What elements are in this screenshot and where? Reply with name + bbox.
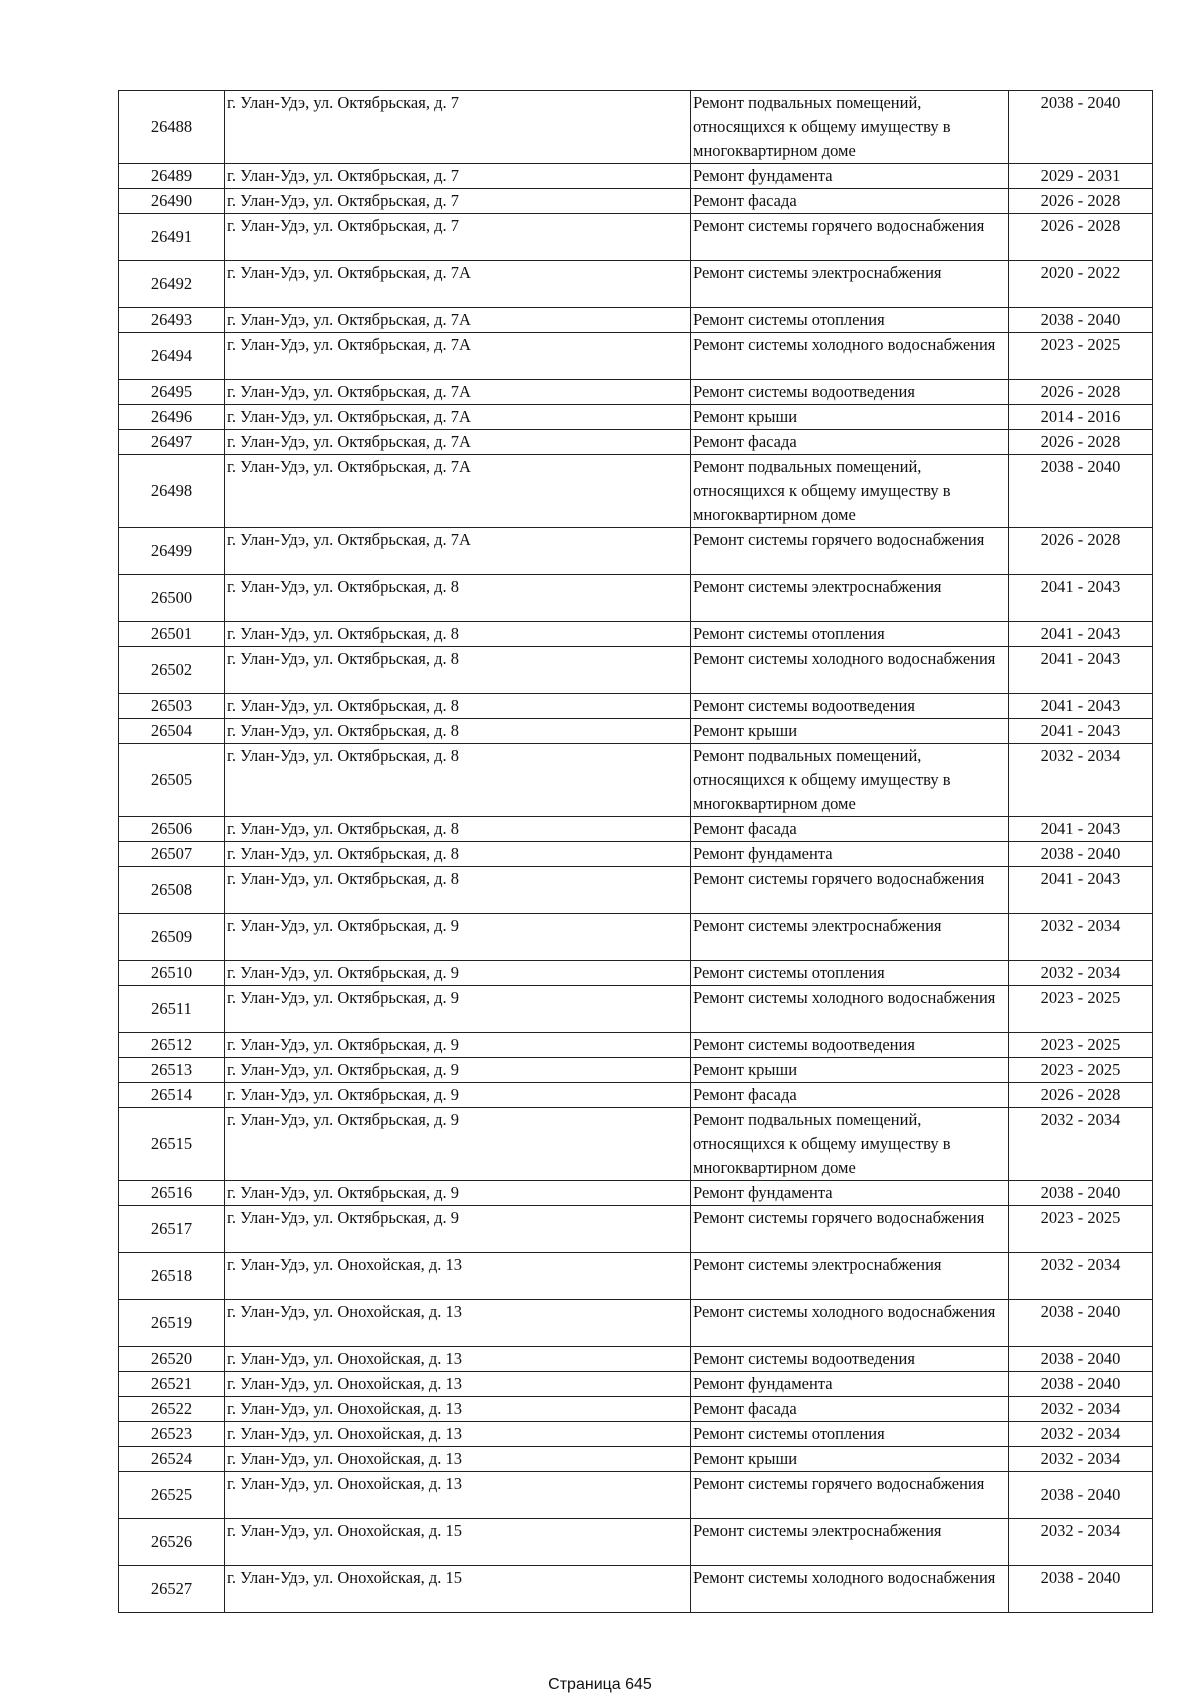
years-cell: 2038 - 2040 bbox=[1009, 1472, 1153, 1519]
row-number: 26506 bbox=[119, 817, 225, 842]
address-cell: г. Улан-Удэ, ул. Октябрьская, д. 7 bbox=[225, 164, 691, 189]
address-cell: г. Улан-Удэ, ул. Октябрьская, д. 7А bbox=[225, 430, 691, 455]
row-number: 26524 bbox=[119, 1447, 225, 1472]
address-cell: г. Улан-Удэ, ул. Октябрьская, д. 7А bbox=[225, 405, 691, 430]
address-cell: г. Улан-Удэ, ул. Октябрьская, д. 9 bbox=[225, 1108, 691, 1181]
address-cell: г. Улан-Удэ, ул. Октябрьская, д. 8 bbox=[225, 744, 691, 817]
years-cell: 2026 - 2028 bbox=[1009, 528, 1153, 575]
row-number: 26523 bbox=[119, 1422, 225, 1447]
work-type-cell: Ремонт системы отопления bbox=[691, 1422, 1009, 1447]
row-number: 26494 bbox=[119, 333, 225, 380]
years-cell: 2032 - 2034 bbox=[1009, 744, 1153, 817]
address-cell: г. Улан-Удэ, ул. Октябрьская, д. 7 bbox=[225, 214, 691, 261]
table-row bbox=[119, 333, 1153, 380]
years-cell: 2026 - 2028 bbox=[1009, 1083, 1153, 1108]
years-cell: 2038 - 2040 bbox=[1009, 1300, 1153, 1347]
row-number: 26511 bbox=[119, 986, 225, 1033]
work-type-cell: Ремонт системы холодного водоснабжения bbox=[691, 1566, 1009, 1613]
row-number: 26488 bbox=[119, 91, 225, 164]
row-number: 26512 bbox=[119, 1033, 225, 1058]
table-row bbox=[119, 744, 1153, 817]
years-cell: 2023 - 2025 bbox=[1009, 1058, 1153, 1083]
table-row bbox=[119, 1206, 1153, 1253]
years-cell: 2041 - 2043 bbox=[1009, 647, 1153, 694]
work-type-cell: Ремонт системы водоотведения bbox=[691, 694, 1009, 719]
address-cell: г. Улан-Удэ, ул. Октябрьская, д. 8 bbox=[225, 575, 691, 622]
years-cell: 2041 - 2043 bbox=[1009, 694, 1153, 719]
work-type-cell: Ремонт системы водоотведения bbox=[691, 1347, 1009, 1372]
work-type-cell: Ремонт системы горячего водоснабжения bbox=[691, 214, 1009, 261]
row-number: 26509 bbox=[119, 914, 225, 961]
address-cell: г. Улан-Удэ, ул. Онохойская, д. 15 bbox=[225, 1519, 691, 1566]
work-type-cell: Ремонт системы отопления bbox=[691, 308, 1009, 333]
work-type-cell: Ремонт системы электроснабжения bbox=[691, 575, 1009, 622]
years-cell: 2038 - 2040 bbox=[1009, 1347, 1153, 1372]
table-row bbox=[119, 575, 1153, 622]
years-cell: 2032 - 2034 bbox=[1009, 1519, 1153, 1566]
years-cell: 2032 - 2034 bbox=[1009, 1422, 1153, 1447]
work-type-cell: Ремонт крыши bbox=[691, 1058, 1009, 1083]
row-number: 26514 bbox=[119, 1083, 225, 1108]
work-type-cell: Ремонт системы холодного водоснабжения bbox=[691, 647, 1009, 694]
table-row bbox=[119, 867, 1153, 914]
table-body bbox=[119, 91, 1153, 1613]
row-number: 26490 bbox=[119, 189, 225, 214]
row-number: 26513 bbox=[119, 1058, 225, 1083]
work-type-cell: Ремонт подвальных помещений, относящихся к общему имуществу в многоквартирном доме bbox=[691, 744, 1009, 817]
years-cell: 2032 - 2034 bbox=[1009, 914, 1153, 961]
work-type-cell: Ремонт системы водоотведения bbox=[691, 380, 1009, 405]
address-cell: г. Улан-Удэ, ул. Октябрьская, д. 8 bbox=[225, 647, 691, 694]
table-row bbox=[119, 961, 1153, 986]
table-row bbox=[119, 719, 1153, 744]
address-cell: г. Улан-Удэ, ул. Онохойская, д. 13 bbox=[225, 1300, 691, 1347]
years-cell: 2032 - 2034 bbox=[1009, 1397, 1153, 1422]
address-cell: г. Улан-Удэ, ул. Октябрьская, д. 9 bbox=[225, 1033, 691, 1058]
row-number: 26496 bbox=[119, 405, 225, 430]
address-cell: г. Улан-Удэ, ул. Октябрьская, д. 9 bbox=[225, 1058, 691, 1083]
table-row bbox=[119, 430, 1153, 455]
row-number: 26504 bbox=[119, 719, 225, 744]
address-cell: г. Улан-Удэ, ул. Октябрьская, д. 9 bbox=[225, 1181, 691, 1206]
row-number: 26525 bbox=[119, 1472, 225, 1519]
address-cell: г. Улан-Удэ, ул. Онохойская, д. 13 bbox=[225, 1422, 691, 1447]
address-cell: г. Улан-Удэ, ул. Октябрьская, д. 7А bbox=[225, 528, 691, 575]
years-cell: 2041 - 2043 bbox=[1009, 719, 1153, 744]
years-cell: 2038 - 2040 bbox=[1009, 1181, 1153, 1206]
table-row bbox=[119, 189, 1153, 214]
work-type-cell: Ремонт системы холодного водоснабжения bbox=[691, 333, 1009, 380]
row-number: 26522 bbox=[119, 1397, 225, 1422]
row-number: 26489 bbox=[119, 164, 225, 189]
row-number: 26493 bbox=[119, 308, 225, 333]
work-type-cell: Ремонт системы горячего водоснабжения bbox=[691, 528, 1009, 575]
table-row bbox=[119, 1472, 1153, 1519]
row-number: 26492 bbox=[119, 261, 225, 308]
years-cell: 2041 - 2043 bbox=[1009, 867, 1153, 914]
years-cell: 2026 - 2028 bbox=[1009, 189, 1153, 214]
address-cell: г. Улан-Удэ, ул. Октябрьская, д. 9 bbox=[225, 1083, 691, 1108]
table-row bbox=[119, 1447, 1153, 1472]
work-type-cell: Ремонт системы холодного водоснабжения bbox=[691, 1300, 1009, 1347]
row-number: 26517 bbox=[119, 1206, 225, 1253]
address-cell: г. Улан-Удэ, ул. Онохойская, д. 13 bbox=[225, 1253, 691, 1300]
table-row bbox=[119, 91, 1153, 164]
row-number: 26499 bbox=[119, 528, 225, 575]
work-type-cell: Ремонт фасада bbox=[691, 1083, 1009, 1108]
row-number: 26491 bbox=[119, 214, 225, 261]
address-cell: г. Улан-Удэ, ул. Онохойская, д. 13 bbox=[225, 1397, 691, 1422]
address-cell: г. Улан-Удэ, ул. Октябрьская, д. 8 bbox=[225, 867, 691, 914]
repair-schedule-table bbox=[118, 90, 1153, 1613]
address-cell: г. Улан-Удэ, ул. Октябрьская, д. 8 bbox=[225, 694, 691, 719]
years-cell: 2032 - 2034 bbox=[1009, 1447, 1153, 1472]
work-type-cell: Ремонт подвальных помещений, относящихся к общему имуществу в многоквартирном доме bbox=[691, 1108, 1009, 1181]
work-type-cell: Ремонт системы отопления bbox=[691, 961, 1009, 986]
years-cell: 2023 - 2025 bbox=[1009, 333, 1153, 380]
table-row bbox=[119, 1083, 1153, 1108]
years-cell: 2023 - 2025 bbox=[1009, 1206, 1153, 1253]
work-type-cell: Ремонт подвальных помещений, относящихся к общему имуществу в многоквартирном доме bbox=[691, 91, 1009, 164]
address-cell: г. Улан-Удэ, ул. Октябрьская, д. 9 bbox=[225, 914, 691, 961]
address-cell: г. Улан-Удэ, ул. Октябрьская, д. 8 bbox=[225, 842, 691, 867]
years-cell: 2014 - 2016 bbox=[1009, 405, 1153, 430]
table-row bbox=[119, 622, 1153, 647]
row-number: 26527 bbox=[119, 1566, 225, 1613]
address-cell: г. Улан-Удэ, ул. Октябрьская, д. 8 bbox=[225, 719, 691, 744]
row-number: 26521 bbox=[119, 1372, 225, 1397]
work-type-cell: Ремонт фасада bbox=[691, 189, 1009, 214]
work-type-cell: Ремонт фундамента bbox=[691, 842, 1009, 867]
table-row bbox=[119, 842, 1153, 867]
address-cell: г. Улан-Удэ, ул. Онохойская, д. 13 bbox=[225, 1347, 691, 1372]
table-row bbox=[119, 380, 1153, 405]
table-row bbox=[119, 1397, 1153, 1422]
address-cell: г. Улан-Удэ, ул. Октябрьская, д. 7А bbox=[225, 455, 691, 528]
years-cell: 2038 - 2040 bbox=[1009, 1372, 1153, 1397]
years-cell: 2023 - 2025 bbox=[1009, 1033, 1153, 1058]
table-row bbox=[119, 214, 1153, 261]
row-number: 26501 bbox=[119, 622, 225, 647]
address-cell: г. Улан-Удэ, ул. Октябрьская, д. 9 bbox=[225, 986, 691, 1033]
table-row bbox=[119, 1058, 1153, 1083]
work-type-cell: Ремонт системы отопления bbox=[691, 622, 1009, 647]
address-cell: г. Улан-Удэ, ул. Октябрьская, д. 7А bbox=[225, 380, 691, 405]
row-number: 26516 bbox=[119, 1181, 225, 1206]
row-number: 26498 bbox=[119, 455, 225, 528]
work-type-cell: Ремонт системы горячего водоснабжения bbox=[691, 1206, 1009, 1253]
address-cell: г. Улан-Удэ, ул. Онохойская, д. 13 bbox=[225, 1447, 691, 1472]
table-row bbox=[119, 1300, 1153, 1347]
table-row bbox=[119, 308, 1153, 333]
table-row bbox=[119, 1566, 1153, 1613]
table-row bbox=[119, 1253, 1153, 1300]
years-cell: 2038 - 2040 bbox=[1009, 91, 1153, 164]
table-row bbox=[119, 1372, 1153, 1397]
address-cell: г. Улан-Удэ, ул. Октябрьская, д. 8 bbox=[225, 622, 691, 647]
address-cell: г. Улан-Удэ, ул. Октябрьская, д. 7А bbox=[225, 261, 691, 308]
row-number: 26500 bbox=[119, 575, 225, 622]
address-cell: г. Улан-Удэ, ул. Октябрьская, д. 7 bbox=[225, 189, 691, 214]
table-row bbox=[119, 1108, 1153, 1181]
table-row bbox=[119, 405, 1153, 430]
work-type-cell: Ремонт системы электроснабжения bbox=[691, 914, 1009, 961]
address-cell: г. Улан-Удэ, ул. Октябрьская, д. 9 bbox=[225, 961, 691, 986]
work-type-cell: Ремонт системы водоотведения bbox=[691, 1033, 1009, 1058]
work-type-cell: Ремонт фасада bbox=[691, 817, 1009, 842]
work-type-cell: Ремонт системы электроснабжения bbox=[691, 1253, 1009, 1300]
years-cell: 2038 - 2040 bbox=[1009, 1566, 1153, 1613]
table-row bbox=[119, 261, 1153, 308]
work-type-cell: Ремонт фасада bbox=[691, 430, 1009, 455]
row-number: 26503 bbox=[119, 694, 225, 719]
row-number: 26520 bbox=[119, 1347, 225, 1372]
table-row bbox=[119, 455, 1153, 528]
work-type-cell: Ремонт крыши bbox=[691, 719, 1009, 744]
work-type-cell: Ремонт системы электроснабжения bbox=[691, 261, 1009, 308]
address-cell: г. Улан-Удэ, ул. Октябрьская, д. 9 bbox=[225, 1206, 691, 1253]
years-cell: 2038 - 2040 bbox=[1009, 308, 1153, 333]
table-row bbox=[119, 1033, 1153, 1058]
years-cell: 2020 - 2022 bbox=[1009, 261, 1153, 308]
work-type-cell: Ремонт системы холодного водоснабжения bbox=[691, 986, 1009, 1033]
table-row bbox=[119, 164, 1153, 189]
row-number: 26526 bbox=[119, 1519, 225, 1566]
work-type-cell: Ремонт фундамента bbox=[691, 1181, 1009, 1206]
table-row bbox=[119, 694, 1153, 719]
table-row bbox=[119, 986, 1153, 1033]
row-number: 26502 bbox=[119, 647, 225, 694]
address-cell: г. Улан-Удэ, ул. Онохойская, д. 13 bbox=[225, 1472, 691, 1519]
address-cell: г. Улан-Удэ, ул. Онохойская, д. 15 bbox=[225, 1566, 691, 1613]
row-number: 26515 bbox=[119, 1108, 225, 1181]
row-number: 26495 bbox=[119, 380, 225, 405]
years-cell: 2026 - 2028 bbox=[1009, 380, 1153, 405]
table-row bbox=[119, 1181, 1153, 1206]
work-type-cell: Ремонт фундамента bbox=[691, 1372, 1009, 1397]
row-number: 26507 bbox=[119, 842, 225, 867]
years-cell: 2023 - 2025 bbox=[1009, 986, 1153, 1033]
years-cell: 2041 - 2043 bbox=[1009, 622, 1153, 647]
years-cell: 2041 - 2043 bbox=[1009, 575, 1153, 622]
table-row bbox=[119, 1422, 1153, 1447]
row-number: 26519 bbox=[119, 1300, 225, 1347]
table-row bbox=[119, 914, 1153, 961]
row-number: 26497 bbox=[119, 430, 225, 455]
years-cell: 2032 - 2034 bbox=[1009, 1108, 1153, 1181]
years-cell: 2026 - 2028 bbox=[1009, 214, 1153, 261]
table-row bbox=[119, 817, 1153, 842]
years-cell: 2026 - 2028 bbox=[1009, 430, 1153, 455]
table-row bbox=[119, 647, 1153, 694]
table-row bbox=[119, 1347, 1153, 1372]
years-cell: 2029 - 2031 bbox=[1009, 164, 1153, 189]
work-type-cell: Ремонт подвальных помещений, относящихся к общему имуществу в многоквартирном доме bbox=[691, 455, 1009, 528]
page-number: Страница 645 bbox=[548, 1676, 652, 1693]
row-number: 26505 bbox=[119, 744, 225, 817]
row-number: 26510 bbox=[119, 961, 225, 986]
work-type-cell: Ремонт системы электроснабжения bbox=[691, 1519, 1009, 1566]
address-cell: г. Улан-Удэ, ул. Онохойская, д. 13 bbox=[225, 1372, 691, 1397]
address-cell: г. Улан-Удэ, ул. Октябрьская, д. 7 bbox=[225, 91, 691, 164]
address-cell: г. Улан-Удэ, ул. Октябрьская, д. 7А bbox=[225, 308, 691, 333]
row-number: 26518 bbox=[119, 1253, 225, 1300]
work-type-cell: Ремонт фасада bbox=[691, 1397, 1009, 1422]
table-row bbox=[119, 1519, 1153, 1566]
work-type-cell: Ремонт системы горячего водоснабжения bbox=[691, 867, 1009, 914]
years-cell: 2032 - 2034 bbox=[1009, 961, 1153, 986]
work-type-cell: Ремонт фундамента bbox=[691, 164, 1009, 189]
years-cell: 2038 - 2040 bbox=[1009, 455, 1153, 528]
years-cell: 2038 - 2040 bbox=[1009, 842, 1153, 867]
work-type-cell: Ремонт крыши bbox=[691, 405, 1009, 430]
years-cell: 2032 - 2034 bbox=[1009, 1253, 1153, 1300]
row-number: 26508 bbox=[119, 867, 225, 914]
work-type-cell: Ремонт крыши bbox=[691, 1447, 1009, 1472]
table-row bbox=[119, 528, 1153, 575]
years-cell: 2041 - 2043 bbox=[1009, 817, 1153, 842]
work-type-cell: Ремонт системы горячего водоснабжения bbox=[691, 1472, 1009, 1519]
address-cell: г. Улан-Удэ, ул. Октябрьская, д. 7А bbox=[225, 333, 691, 380]
address-cell: г. Улан-Удэ, ул. Октябрьская, д. 8 bbox=[225, 817, 691, 842]
